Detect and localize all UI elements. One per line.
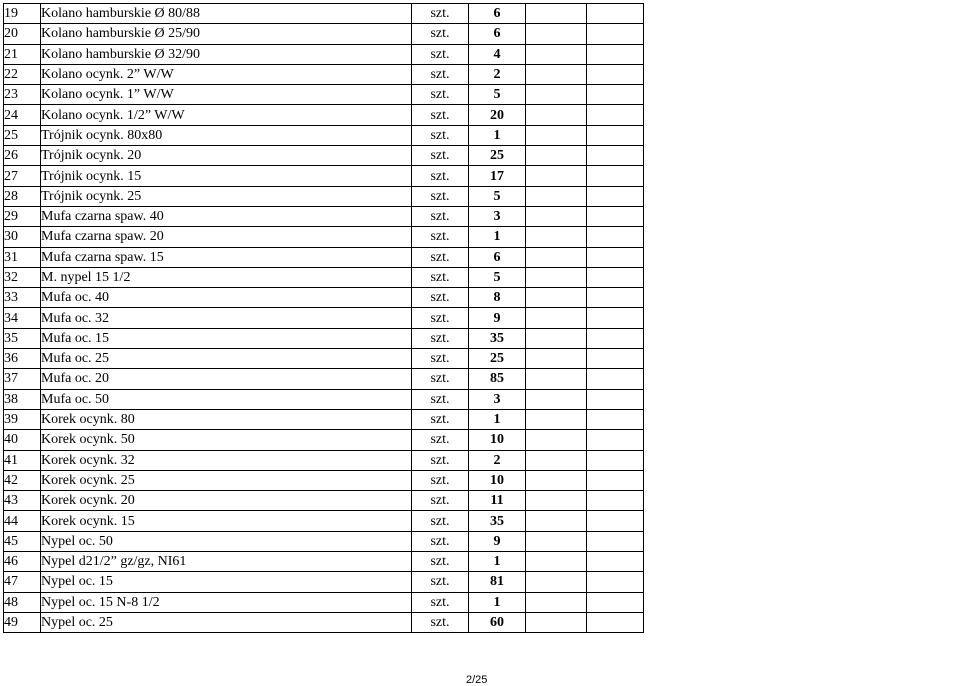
item-quantity: 81 <box>469 572 526 592</box>
item-quantity: 2 <box>469 64 526 84</box>
item-name: Mufa czarna spaw. 20 <box>41 227 412 247</box>
item-unit: szt. <box>412 389 469 409</box>
item-unit: szt. <box>412 4 469 24</box>
item-name: M. nypel 15 1/2 <box>41 267 412 287</box>
table-row <box>4 511 644 531</box>
item-name: Korek ocynk. 15 <box>41 511 412 531</box>
item-quantity: 25 <box>469 349 526 369</box>
table-row <box>4 4 644 24</box>
table-row <box>4 389 644 409</box>
item-unit: szt. <box>412 409 469 429</box>
item-name: Nypel oc. 50 <box>41 531 412 551</box>
item-quantity: 1 <box>469 552 526 572</box>
item-unit: szt. <box>412 288 469 308</box>
empty-cell <box>587 186 644 206</box>
item-unit: szt. <box>412 166 469 186</box>
item-quantity: 60 <box>469 612 526 632</box>
empty-cell <box>526 186 587 206</box>
empty-cell <box>587 166 644 186</box>
row-number: 34 <box>4 308 41 328</box>
item-name: Mufa oc. 40 <box>41 288 412 308</box>
empty-cell <box>526 572 587 592</box>
empty-cell <box>587 308 644 328</box>
table-row <box>4 450 644 470</box>
empty-cell <box>526 328 587 348</box>
row-number: 30 <box>4 227 41 247</box>
table-row <box>4 24 644 44</box>
empty-cell <box>587 328 644 348</box>
item-quantity: 1 <box>469 592 526 612</box>
item-quantity: 3 <box>469 389 526 409</box>
row-number: 25 <box>4 125 41 145</box>
empty-cell <box>587 105 644 125</box>
table-row <box>4 64 644 84</box>
table-row <box>4 227 644 247</box>
item-unit: szt. <box>412 105 469 125</box>
row-number: 38 <box>4 389 41 409</box>
item-name: Kolano ocynk. 2” W/W <box>41 64 412 84</box>
item-quantity: 1 <box>469 227 526 247</box>
empty-cell <box>526 531 587 551</box>
row-number: 19 <box>4 4 41 24</box>
item-name: Kolano hamburskie Ø 32/90 <box>41 44 412 64</box>
row-number: 31 <box>4 247 41 267</box>
table-row <box>4 267 644 287</box>
item-unit: szt. <box>412 572 469 592</box>
table-row <box>4 105 644 125</box>
row-number: 27 <box>4 166 41 186</box>
item-unit: szt. <box>412 612 469 632</box>
table-row <box>4 186 644 206</box>
table-row <box>4 85 644 105</box>
row-number: 48 <box>4 592 41 612</box>
item-unit: szt. <box>412 531 469 551</box>
item-quantity: 17 <box>469 166 526 186</box>
row-number: 32 <box>4 267 41 287</box>
row-number: 20 <box>4 24 41 44</box>
item-quantity: 1 <box>469 125 526 145</box>
empty-cell <box>526 552 587 572</box>
item-name: Korek ocynk. 20 <box>41 491 412 511</box>
table-row <box>4 369 644 389</box>
item-unit: szt. <box>412 227 469 247</box>
item-unit: szt. <box>412 450 469 470</box>
empty-cell <box>587 511 644 531</box>
item-unit: szt. <box>412 64 469 84</box>
item-quantity: 5 <box>469 85 526 105</box>
item-name: Mufa oc. 25 <box>41 349 412 369</box>
empty-cell <box>526 44 587 64</box>
row-number: 21 <box>4 44 41 64</box>
item-unit: szt. <box>412 511 469 531</box>
empty-cell <box>526 450 587 470</box>
empty-cell <box>587 592 644 612</box>
item-quantity: 35 <box>469 328 526 348</box>
item-name: Kolano ocynk. 1/2” W/W <box>41 105 412 125</box>
table-row <box>4 409 644 429</box>
table-row <box>4 125 644 145</box>
table-row <box>4 44 644 64</box>
empty-cell <box>587 531 644 551</box>
empty-cell <box>587 85 644 105</box>
empty-cell <box>587 491 644 511</box>
item-name: Mufa czarna spaw. 15 <box>41 247 412 267</box>
item-name: Nypel oc. 25 <box>41 612 412 632</box>
table-row <box>4 166 644 186</box>
table-row <box>4 592 644 612</box>
item-unit: szt. <box>412 206 469 226</box>
item-name: Mufa oc. 15 <box>41 328 412 348</box>
table-row <box>4 328 644 348</box>
item-unit: szt. <box>412 44 469 64</box>
item-name: Mufa oc. 50 <box>41 389 412 409</box>
item-quantity: 9 <box>469 308 526 328</box>
empty-cell <box>587 206 644 226</box>
empty-cell <box>587 430 644 450</box>
empty-cell <box>587 288 644 308</box>
empty-cell <box>526 349 587 369</box>
row-number: 36 <box>4 349 41 369</box>
empty-cell <box>587 552 644 572</box>
table-row <box>4 612 644 632</box>
items-table-body <box>4 4 644 633</box>
item-unit: szt. <box>412 552 469 572</box>
item-quantity: 85 <box>469 369 526 389</box>
table-row <box>4 349 644 369</box>
empty-cell <box>587 24 644 44</box>
empty-cell <box>526 4 587 24</box>
table-row <box>4 206 644 226</box>
row-number: 40 <box>4 430 41 450</box>
row-number: 49 <box>4 612 41 632</box>
empty-cell <box>526 369 587 389</box>
item-name: Kolano hamburskie Ø 80/88 <box>41 4 412 24</box>
item-unit: szt. <box>412 267 469 287</box>
items-table <box>3 3 644 633</box>
empty-cell <box>526 511 587 531</box>
item-name: Kolano ocynk. 1” W/W <box>41 85 412 105</box>
item-name: Mufa oc. 32 <box>41 308 412 328</box>
row-number: 28 <box>4 186 41 206</box>
table-row <box>4 308 644 328</box>
item-name: Nypel oc. 15 <box>41 572 412 592</box>
empty-cell <box>526 308 587 328</box>
empty-cell <box>526 105 587 125</box>
empty-cell <box>587 4 644 24</box>
empty-cell <box>587 470 644 490</box>
row-number: 35 <box>4 328 41 348</box>
row-number: 24 <box>4 105 41 125</box>
item-unit: szt. <box>412 491 469 511</box>
empty-cell <box>526 227 587 247</box>
item-unit: szt. <box>412 24 469 44</box>
row-number: 22 <box>4 64 41 84</box>
empty-cell <box>526 85 587 105</box>
empty-cell <box>587 450 644 470</box>
empty-cell <box>587 44 644 64</box>
item-quantity: 35 <box>469 511 526 531</box>
empty-cell <box>526 146 587 166</box>
row-number: 23 <box>4 85 41 105</box>
empty-cell <box>587 409 644 429</box>
page-number: 2/25 <box>466 674 488 686</box>
row-number: 41 <box>4 450 41 470</box>
empty-cell <box>526 166 587 186</box>
item-unit: szt. <box>412 349 469 369</box>
item-quantity: 6 <box>469 4 526 24</box>
item-unit: szt. <box>412 85 469 105</box>
empty-cell <box>587 247 644 267</box>
item-name: Korek ocynk. 25 <box>41 470 412 490</box>
item-quantity: 2 <box>469 450 526 470</box>
table-row <box>4 552 644 572</box>
item-quantity: 10 <box>469 430 526 450</box>
item-quantity: 6 <box>469 24 526 44</box>
row-number: 42 <box>4 470 41 490</box>
item-quantity: 10 <box>469 470 526 490</box>
row-number: 43 <box>4 491 41 511</box>
row-number: 39 <box>4 409 41 429</box>
empty-cell <box>587 64 644 84</box>
item-unit: szt. <box>412 470 469 490</box>
item-unit: szt. <box>412 146 469 166</box>
empty-cell <box>587 125 644 145</box>
item-name: Mufa oc. 20 <box>41 369 412 389</box>
empty-cell <box>587 369 644 389</box>
row-number: 44 <box>4 511 41 531</box>
item-quantity: 9 <box>469 531 526 551</box>
row-number: 37 <box>4 369 41 389</box>
item-name: Kolano hamburskie Ø 25/90 <box>41 24 412 44</box>
item-name: Mufa czarna spaw. 40 <box>41 206 412 226</box>
item-name: Trójnik ocynk. 20 <box>41 146 412 166</box>
item-name: Korek ocynk. 32 <box>41 450 412 470</box>
empty-cell <box>587 612 644 632</box>
item-unit: szt. <box>412 308 469 328</box>
item-quantity: 3 <box>469 206 526 226</box>
empty-cell <box>587 146 644 166</box>
table-row <box>4 491 644 511</box>
item-unit: szt. <box>412 247 469 267</box>
empty-cell <box>526 125 587 145</box>
item-name: Trójnik ocynk. 25 <box>41 186 412 206</box>
item-name: Trójnik ocynk. 80x80 <box>41 125 412 145</box>
table-row <box>4 430 644 450</box>
empty-cell <box>526 470 587 490</box>
item-unit: szt. <box>412 369 469 389</box>
item-unit: szt. <box>412 125 469 145</box>
empty-cell <box>587 227 644 247</box>
empty-cell <box>587 389 644 409</box>
empty-cell <box>526 288 587 308</box>
empty-cell <box>526 64 587 84</box>
empty-cell <box>587 572 644 592</box>
item-quantity: 11 <box>469 491 526 511</box>
row-number: 33 <box>4 288 41 308</box>
item-name: Korek ocynk. 80 <box>41 409 412 429</box>
empty-cell <box>526 612 587 632</box>
empty-cell <box>526 389 587 409</box>
empty-cell <box>526 491 587 511</box>
item-quantity: 8 <box>469 288 526 308</box>
empty-cell <box>526 430 587 450</box>
row-number: 29 <box>4 206 41 226</box>
empty-cell <box>526 247 587 267</box>
item-quantity: 25 <box>469 146 526 166</box>
table-row <box>4 572 644 592</box>
table-row <box>4 288 644 308</box>
empty-cell <box>526 206 587 226</box>
row-number: 26 <box>4 146 41 166</box>
empty-cell <box>526 409 587 429</box>
item-unit: szt. <box>412 430 469 450</box>
table-row <box>4 531 644 551</box>
empty-cell <box>526 24 587 44</box>
item-unit: szt. <box>412 592 469 612</box>
item-unit: szt. <box>412 328 469 348</box>
item-name: Korek ocynk. 50 <box>41 430 412 450</box>
table-row <box>4 247 644 267</box>
table-row <box>4 470 644 490</box>
item-quantity: 20 <box>469 105 526 125</box>
item-quantity: 1 <box>469 409 526 429</box>
item-quantity: 5 <box>469 186 526 206</box>
empty-cell <box>526 267 587 287</box>
empty-cell <box>587 349 644 369</box>
item-unit: szt. <box>412 186 469 206</box>
empty-cell <box>587 267 644 287</box>
empty-cell <box>526 592 587 612</box>
table-row <box>4 146 644 166</box>
item-name: Trójnik ocynk. 15 <box>41 166 412 186</box>
item-quantity: 4 <box>469 44 526 64</box>
row-number: 46 <box>4 552 41 572</box>
row-number: 45 <box>4 531 41 551</box>
item-name: Nypel d21/2” gz/gz, NI61 <box>41 552 412 572</box>
row-number: 47 <box>4 572 41 592</box>
item-quantity: 5 <box>469 267 526 287</box>
item-quantity: 6 <box>469 247 526 267</box>
item-name: Nypel oc. 15 N-8 1/2 <box>41 592 412 612</box>
